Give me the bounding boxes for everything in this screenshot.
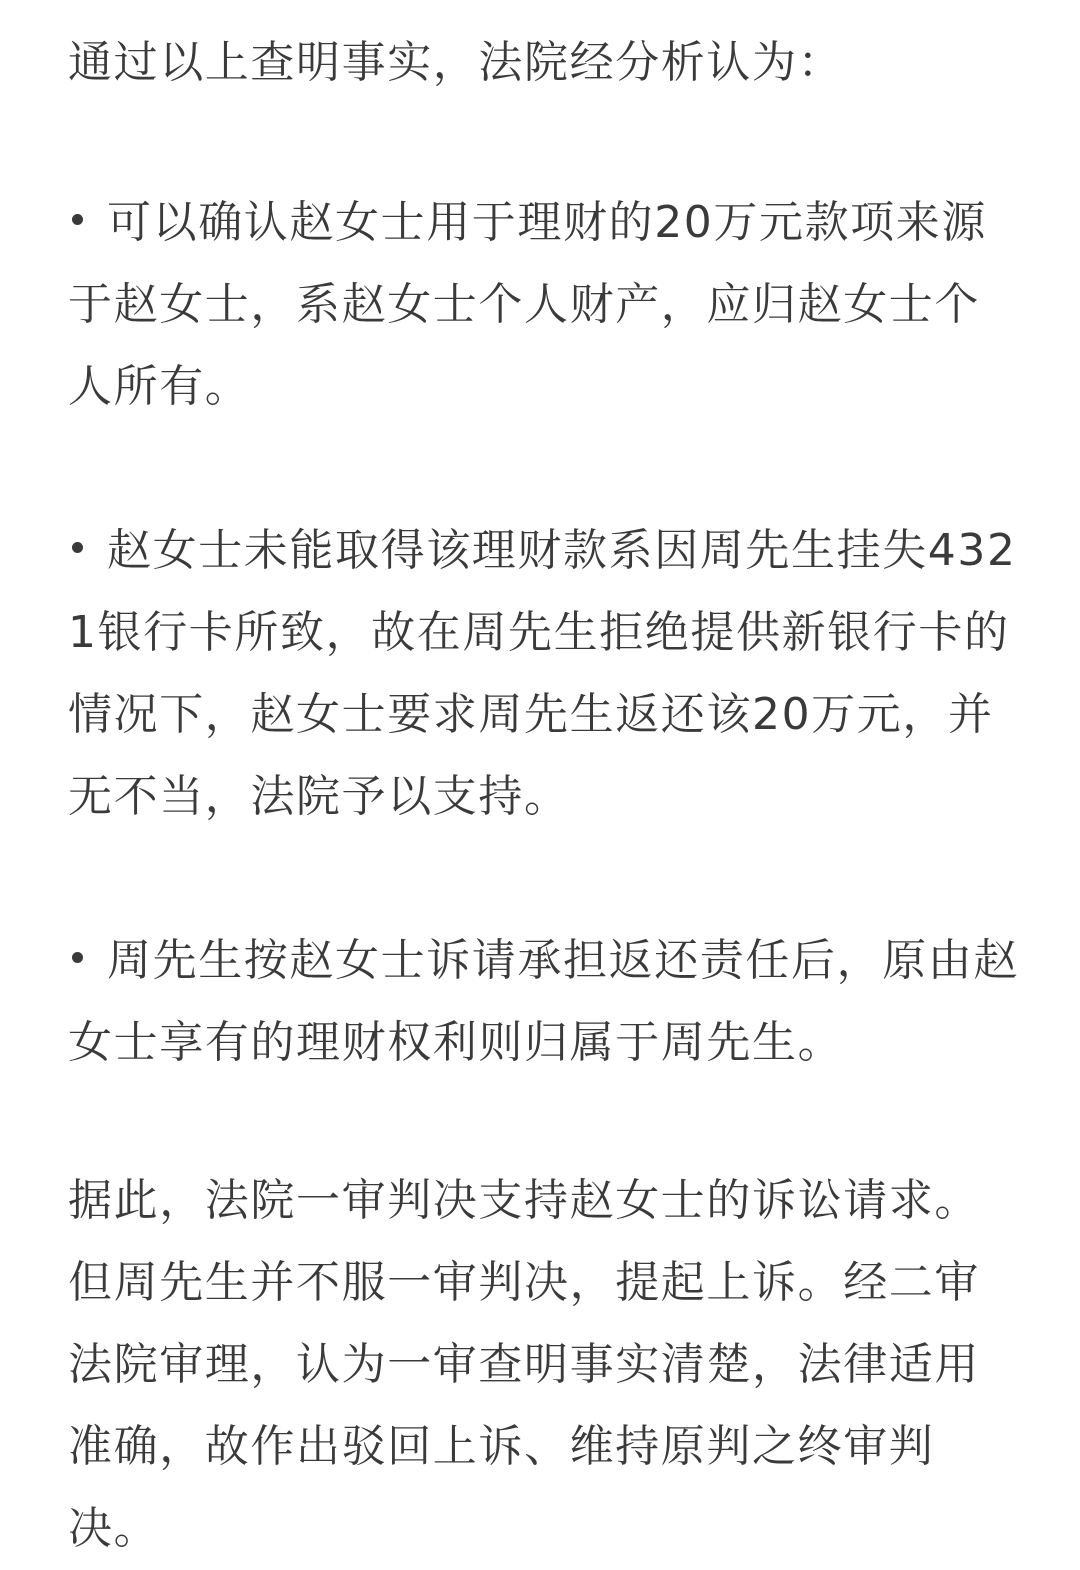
bullet-dot-icon: [72, 952, 83, 963]
intro-paragraph: 通过以上查明事实，法院经分析认为：: [68, 37, 844, 88]
bullet-dot-icon: [72, 542, 83, 553]
bullet-text: 赵女士未能取得该理财款系因周先生挂失4321银行卡所致，故在周先生拒绝提供新银行卡的情况下，赵女士要求周先生返还该20万元，并无不当，法院予以支持。: [68, 525, 1017, 822]
bullet-text: 可以确认赵女士用于理财的20万元款项来源于赵女士，系赵女士个人财产，应归赵女士个人所有。: [68, 197, 987, 412]
conclusion-paragraph: 据此，法院一审判决支持赵女士的诉讼请求。但周先生并不服一审判决，提起上诉。经二审法院审理，认为一审查明事实清楚，法律适用准确，故作出驳回上诉、维持原判之终审判决。: [68, 1175, 980, 1554]
bullet-text: 周先生按赵女士诉请承担返还责任后，原由赵女士享有的理财权利则归属于周先生。: [68, 935, 1019, 1068]
bullet-dot-icon: [72, 214, 83, 225]
bullet-item-1: [68, 182, 1020, 428]
bullet-item-2: [68, 510, 1020, 838]
bullet-item-3: [68, 920, 1020, 1084]
